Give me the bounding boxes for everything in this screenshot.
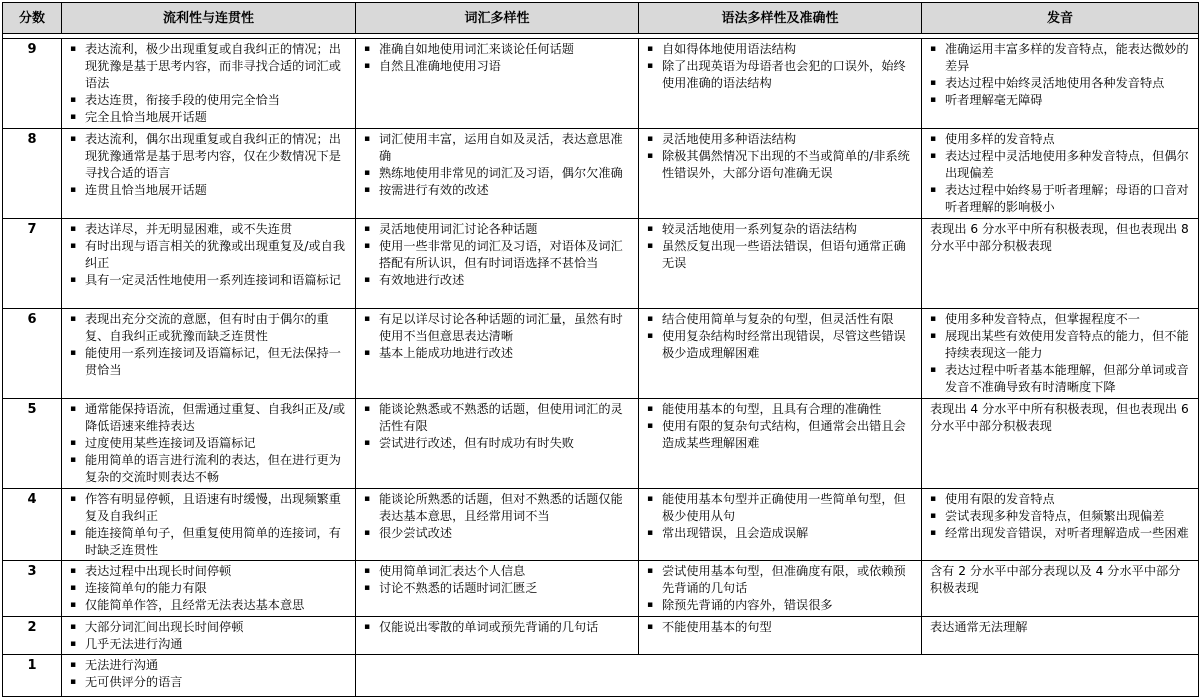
grammar-cell <box>639 617 922 655</box>
lexical-cell <box>356 489 639 561</box>
lexical-cell <box>356 561 639 617</box>
list-item: ▪ 熟练地使用非常见的词汇及习语，偶尔欠准确 <box>360 165 632 182</box>
fluency-cell <box>62 561 356 617</box>
list-item: ▪ 使用一些非常见的词汇及习语，对语体及词汇搭配有所认识，但有时词语选择不甚恰当 <box>360 238 632 272</box>
list-item: ▪ 表达连贯，衔接手段的使用完全恰当 <box>66 92 349 109</box>
band-score: 6 <box>3 309 62 399</box>
list-item: ▪ 完全且恰当地展开话题 <box>66 109 349 126</box>
lexical-cell <box>356 219 639 309</box>
header-pronunciation: 发音 <box>922 3 1199 34</box>
list-item: ▪ 虽然反复出现一些语法错误，但语句通常正确无误 <box>643 238 915 272</box>
list-item: ▪ 表达过程中始终灵活地使用各种发音特点 <box>926 75 1192 92</box>
list-item: ▪ 自然且准确地使用习语 <box>360 58 632 75</box>
list-item: ▪ 使用有限的复杂句式结构，但通常会出错且会造成某些理解困难 <box>643 418 915 452</box>
grammar-cell <box>639 309 922 399</box>
list-item: ▪ 讨论不熟悉的话题时词汇匮乏 <box>360 580 632 597</box>
list-item: ▪ 表达过程中始终易于听者理解；母语的口音对听者理解的影响极小 <box>926 182 1192 216</box>
grammar-cell <box>639 399 922 489</box>
list-item: ▪ 通常能保持语流，但需通过重复、自我纠正及/或降低语速来维持表达 <box>66 401 349 435</box>
pronunciation-text: 含有 2 分水平中部分表现以及 4 分水平中部分积极表现 <box>930 564 1181 595</box>
list-item: ▪ 无法进行沟通 <box>66 657 349 674</box>
list-item: ▪ 无可供评分的语言 <box>66 674 349 691</box>
list-item: ▪ 灵活地使用词汇讨论各种话题 <box>360 221 632 238</box>
list-item: ▪ 具有一定灵活性地使用一系列连接词和语篇标记 <box>66 272 349 289</box>
table-row <box>3 129 1199 219</box>
table-row <box>3 655 1199 697</box>
list-item: ▪ 使用简单词汇表达个人信息 <box>360 563 632 580</box>
grammar-cell <box>639 39 922 129</box>
list-item: ▪ 使用多种发音特点，但掌握程度不一 <box>926 311 1192 328</box>
lexical-cell <box>356 399 639 489</box>
grammar-cell <box>639 561 922 617</box>
list-item: ▪ 不能使用基本的句型 <box>643 619 915 636</box>
list-item: ▪ 准确运用丰富多样的发音特点，能表达微妙的差异 <box>926 41 1192 75</box>
list-item: ▪ 表达流利，偶尔出现重复或自我纠正的情况；出现犹豫通常是基于思考内容，仅在少数情况下是寻找合适的语言 <box>66 131 349 182</box>
list-item: ▪ 表达过程中出现长时间停顿 <box>66 563 349 580</box>
list-item: ▪ 连接简单句的能力有限 <box>66 580 349 597</box>
list-item: ▪ 表现出充分交流的意愿，但有时由于偶尔的重复、自我纠正或犹豫而缺乏连贯性 <box>66 311 349 345</box>
pronunciation-text: 表达通常无法理解 <box>930 620 1028 634</box>
pronunciation-cell <box>922 309 1199 399</box>
band-score: 9 <box>3 39 62 129</box>
list-item: ▪ 结合使用简单与复杂的句型，但灵活性有限 <box>643 311 915 328</box>
list-item: ▪ 有效地进行改述 <box>360 272 632 289</box>
list-item: ▪ 能连接简单句子，但重复使用简单的连接词，有时缺乏连贯性 <box>66 525 349 559</box>
pronunciation-cell <box>922 489 1199 561</box>
list-item: ▪ 使用有限的发音特点 <box>926 491 1192 508</box>
list-item: ▪ 尝试使用基本句型，但准确度有限，或依赖预先背诵的几句话 <box>643 563 915 597</box>
band-score: 8 <box>3 129 62 219</box>
list-item: ▪ 自如得体地使用语法结构 <box>643 41 915 58</box>
lexical-cell <box>356 617 639 655</box>
lexical-cell <box>356 39 639 129</box>
list-item: ▪ 经常出现发音错误，对听者理解造成一些困难 <box>926 525 1192 542</box>
list-item: ▪ 有时出现与语言相关的犹豫或出现重复及/或自我纠正 <box>66 238 349 272</box>
fluency-cell <box>62 655 356 697</box>
table-row <box>3 617 1199 655</box>
list-item: ▪ 能用简单的语言进行流利的表达，但在进行更为复杂的交流时则表达不畅 <box>66 452 349 486</box>
list-item: ▪ 能谈论所熟悉的话题，但对不熟悉的话题仅能表达基本意思，且经常用词不当 <box>360 491 632 525</box>
list-item: ▪ 表达过程中听者基本能理解，但部分单词或音发音不准确导致有时清晰度下降 <box>926 362 1192 396</box>
list-item: ▪ 表达详尽，并无明显困难，或不失连贯 <box>66 221 349 238</box>
list-item: ▪ 很少尝试改述 <box>360 525 632 542</box>
list-item: ▪ 仅能说出零散的单词或预先背诵的几句话 <box>360 619 632 636</box>
list-item: ▪ 过度使用某些连接词及语篇标记 <box>66 435 349 452</box>
list-item: ▪ 仅能简单作答，且经常无法表达基本意思 <box>66 597 349 614</box>
list-item: ▪ 展现出某些有效使用发音特点的能力，但不能持续表现这一能力 <box>926 328 1192 362</box>
list-item: ▪ 能使用基本的句型，且具有合理的准确性 <box>643 401 915 418</box>
lexical-cell <box>356 129 639 219</box>
pronunciation-cell <box>922 129 1199 219</box>
list-item: ▪ 表达过程中灵活地使用多种发音特点，但偶尔出现偏差 <box>926 148 1192 182</box>
list-item: ▪ 表达流利，极少出现重复或自我纠正的情况；出现犹豫是基于思考内容，而非寻找合适的词汇或语法 <box>66 41 349 92</box>
list-item: ▪ 作答有明显停顿，且语速有时缓慢，出现频繁重复及自我纠正 <box>66 491 349 525</box>
list-item: ▪ 除预先背诵的内容外，错误很多 <box>643 597 915 614</box>
grammar-cell <box>639 129 922 219</box>
list-item: ▪ 词汇使用丰富，运用自如及灵活，表达意思准确 <box>360 131 632 165</box>
band-score: 2 <box>3 617 62 655</box>
list-item: ▪ 灵活地使用多种语法结构 <box>643 131 915 148</box>
pronunciation-text: 表现出 4 分水平中所有积极表现，但也表现出 6 分水平中部分积极表现 <box>930 402 1189 433</box>
fluency-cell <box>62 219 356 309</box>
list-item: ▪ 基本上能成功地进行改述 <box>360 345 632 362</box>
speaking-band-descriptors-table <box>2 2 1199 697</box>
list-item: ▪ 几乎无法进行沟通 <box>66 636 349 653</box>
band-score: 7 <box>3 219 62 309</box>
band-score: 5 <box>3 399 62 489</box>
fluency-cell <box>62 489 356 561</box>
pronunciation-cell <box>922 399 1199 489</box>
list-item: ▪ 使用复杂结构时经常出现错误，尽管这些错误极少造成理解困难 <box>643 328 915 362</box>
pronunciation-cell <box>922 561 1199 617</box>
grammar-cell <box>639 489 922 561</box>
list-item: ▪ 使用多样的发音特点 <box>926 131 1192 148</box>
empty-merged-cell <box>356 655 1199 697</box>
header-row <box>3 3 1199 34</box>
list-item: ▪ 连贯且恰当地展开话题 <box>66 182 349 199</box>
fluency-cell <box>62 309 356 399</box>
table-row <box>3 399 1199 489</box>
list-item: ▪ 常出现错误，且会造成误解 <box>643 525 915 542</box>
list-item: ▪ 有足以详尽讨论各种话题的词汇量，虽然有时使用不当但意思表达清晰 <box>360 311 632 345</box>
table-row <box>3 219 1199 309</box>
list-item: ▪ 能使用基本句型并正确使用一些简单句型，但极少使用从句 <box>643 491 915 525</box>
list-item: ▪ 除了出现英语为母语者也会犯的口误外，始终使用准确的语法结构 <box>643 58 915 92</box>
list-item: ▪ 较灵活地使用一系列复杂的语法结构 <box>643 221 915 238</box>
list-item: ▪ 尝试进行改述，但有时成功有时失败 <box>360 435 632 452</box>
list-item: ▪ 准确自如地使用词汇来谈论任何话题 <box>360 41 632 58</box>
list-item: ▪ 大部分词汇间出现长时间停顿 <box>66 619 349 636</box>
pronunciation-cell <box>922 219 1199 309</box>
grammar-cell <box>639 219 922 309</box>
header-grammar: 语法多样性及准确性 <box>639 3 922 34</box>
pronunciation-cell <box>922 39 1199 129</box>
header-band: 分数 <box>3 3 62 34</box>
pronunciation-text: 表现出 6 分水平中所有积极表现，但也表现出 8 分水平中部分积极表现 <box>930 222 1189 253</box>
lexical-cell <box>356 309 639 399</box>
table-row <box>3 39 1199 129</box>
fluency-cell <box>62 399 356 489</box>
fluency-cell <box>62 617 356 655</box>
table-row <box>3 309 1199 399</box>
list-item: ▪ 能谈论熟悉或不熟悉的话题，但使用词汇的灵活性有限 <box>360 401 632 435</box>
list-item: ▪ 除极其偶然情况下出现的不当或简单的/非系统性错误外，大部分语句准确无误 <box>643 148 915 182</box>
header-lexical: 词汇多样性 <box>356 3 639 34</box>
band-score: 4 <box>3 489 62 561</box>
list-item: ▪ 尝试表现多种发音特点，但频繁出现偏差 <box>926 508 1192 525</box>
list-item: ▪ 能使用一系列连接词及语篇标记，但无法保持一贯恰当 <box>66 345 349 379</box>
table-row <box>3 489 1199 561</box>
list-item: ▪ 按需进行有效的改述 <box>360 182 632 199</box>
band-score: 3 <box>3 561 62 617</box>
list-item: ▪ 听者理解毫无障碍 <box>926 92 1192 109</box>
band-score: 1 <box>3 655 62 697</box>
header-fluency: 流利性与连贯性 <box>62 3 356 34</box>
table-row <box>3 561 1199 617</box>
fluency-cell <box>62 39 356 129</box>
pronunciation-cell <box>922 617 1199 655</box>
fluency-cell <box>62 129 356 219</box>
